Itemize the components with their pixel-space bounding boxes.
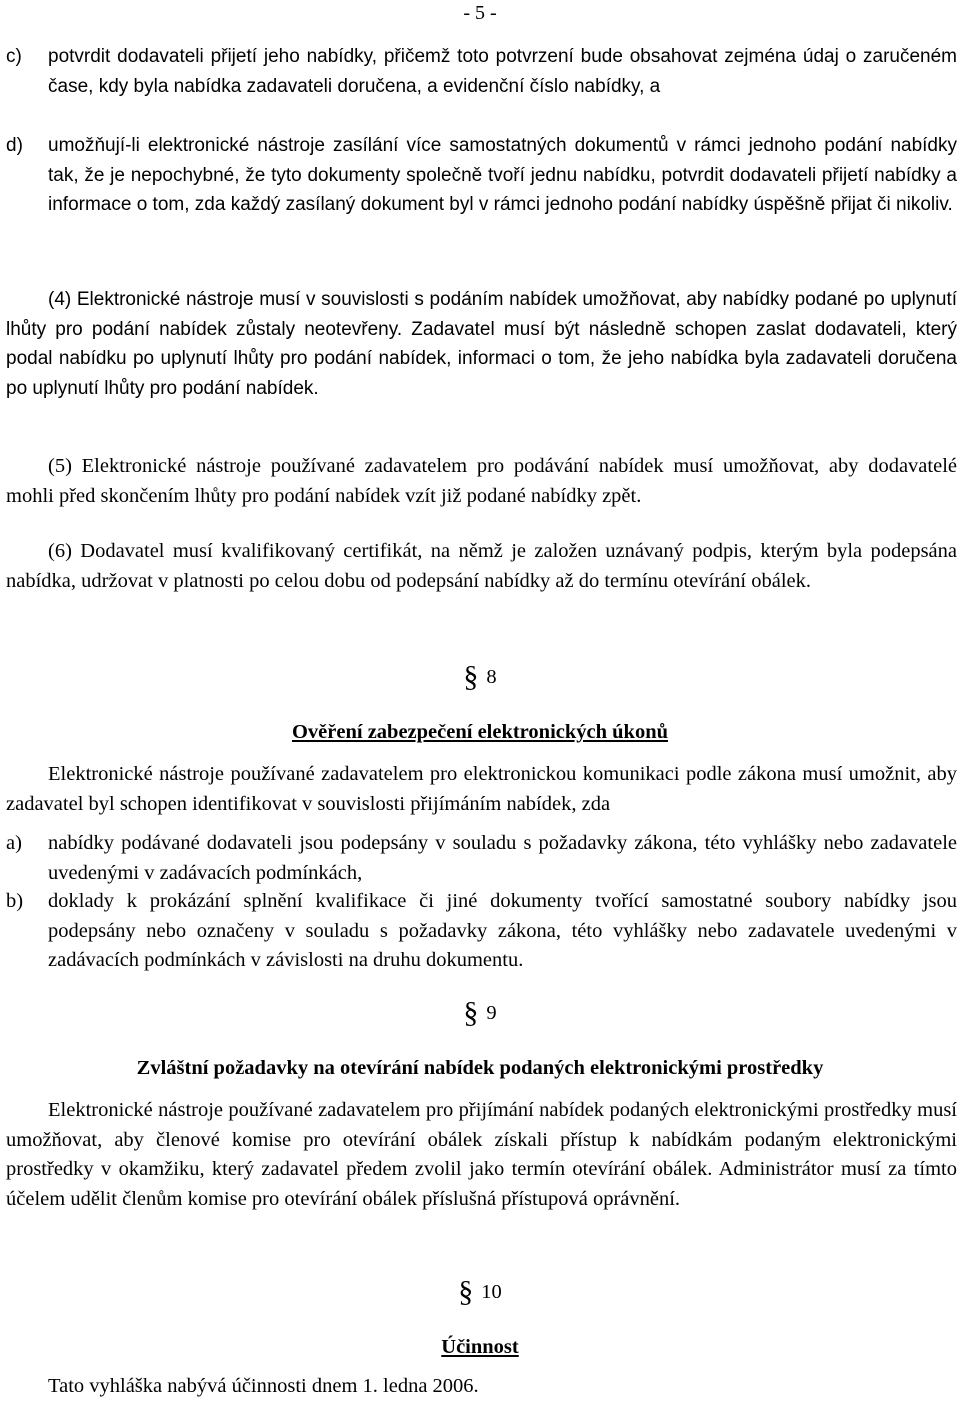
list-item-a	[6, 829, 957, 888]
section-symbol: §	[463, 996, 479, 1029]
section-10-title: Účinnost	[441, 1336, 519, 1358]
list-marker: c)	[6, 46, 22, 67]
section-symbol: §	[463, 660, 479, 693]
list-marker: b)	[6, 890, 24, 912]
list-marker: d)	[6, 135, 23, 156]
list-item-d	[6, 131, 957, 220]
page-number: - 5 -	[463, 2, 497, 24]
section-number: 9	[486, 1002, 497, 1024]
paragraph-5: (5) Elektronické nástroje používané zadavatelem pro podávání nabídek musí umožňovat, aby dodavatelé mohli před skončením lhůty pro podání nabídek vzít již podané nabídky zpět.	[6, 455, 957, 507]
section-9-title: Zvláštní požadavky na otevírání nabídek podaných elektronickými prostředky	[136, 1057, 824, 1079]
list-item-b	[6, 887, 957, 976]
section-8-number	[0, 660, 960, 693]
section-9-text: Elektronické nástroje používané zadavatelem pro přijímání nabídek podaných elektronickými prostředky musí umožňovat, aby členové komise pro otevírání obálek získali přístup k nabídkám podaným elektronickými prostředky v okamžiku, který zadavatel předem zvolil jako termín otevírání obálek. Administrátor musí za tímto účelem udělit členům komise pro otevírání obálek příslušná přístupová oprávnění.	[6, 1099, 957, 1210]
list-item-text: doklady k prokázání splnění kvalifikace či jiné dokumenty tvořící samostatné soubory nabídky jsou podepsány nebo označeny v souladu s požadavky zákona, této vyhlášky nebo zadavatele uvedenými v zadávacích podmínkách v závislosti na druhu dokumentu.	[48, 890, 957, 971]
section-10-number	[0, 1275, 960, 1308]
section-number: 10	[481, 1281, 502, 1303]
section-9-number	[0, 996, 960, 1029]
section-number: 8	[486, 666, 497, 688]
list-item-c	[6, 42, 957, 101]
section-8-title: Ověření zabezpečení elektronických úkonů	[291, 721, 668, 743]
section-8-intro: Elektronické nástroje používané zadavatelem pro elektronickou komunikaci podle zákona musí umožnit, aby zadavatel byl schopen identifikovat v souvislosti přijímáním nabídek, zda	[6, 763, 957, 815]
paragraph-6: (6) Dodavatel musí kvalifikovaný certifikát, na němž je založen uznávaný podpis, kterým byla podepsána nabídka, udržovat v platnosti po celou dobu od podepsání nabídky až do termínu otevírání obálek.	[6, 540, 957, 592]
section-10-text: Tato vyhláška nabývá účinnosti dnem 1. ledna 2006.	[48, 1375, 479, 1397]
section-symbol: §	[458, 1275, 474, 1308]
list-item-text: umožňují-li elektronické nástroje zasílání více samostatných dokumentů v rámci jednoho podání nabídky tak, že je nepochybné, že tyto dokumenty společně tvoří jednu nabídku, potvrdit dodavateli přijetí nabídky a informace o tom, zda každý zasílaný dokument byl v rámci jednoho podání nabídky úspěšně přijat či nikoliv.	[48, 135, 957, 215]
paragraph-4: (4) Elektronické nástroje musí v souvislosti s podáním nabídek umožňovat, aby nabídky podané po uplynutí lhůty pro podání nabídek zůstaly neotevřeny. Zadavatel musí být následně schopen zaslat dodavateli, který podal nabídku po uplynutí lhůty pro podání nabídek, informaci o tom, že jeho nabídka byla zadavateli doručena po uplynutí lhůty pro podání nabídek.	[6, 289, 957, 399]
list-item-text: nabídky podávané dodavateli jsou podepsány v souladu s požadavky zákona, této vyhlášky nebo zadavatele uvedenými v zadávacích podmínkách,	[48, 832, 957, 884]
list-marker: a)	[6, 832, 22, 854]
list-item-text: potvrdit dodavateli přijetí jeho nabídky, přičemž toto potvrzení bude obsahovat zejména údaj o zaručeném čase, kdy byla nabídka zadavateli doručena, a evidenční číslo nabídky, a	[48, 46, 957, 97]
